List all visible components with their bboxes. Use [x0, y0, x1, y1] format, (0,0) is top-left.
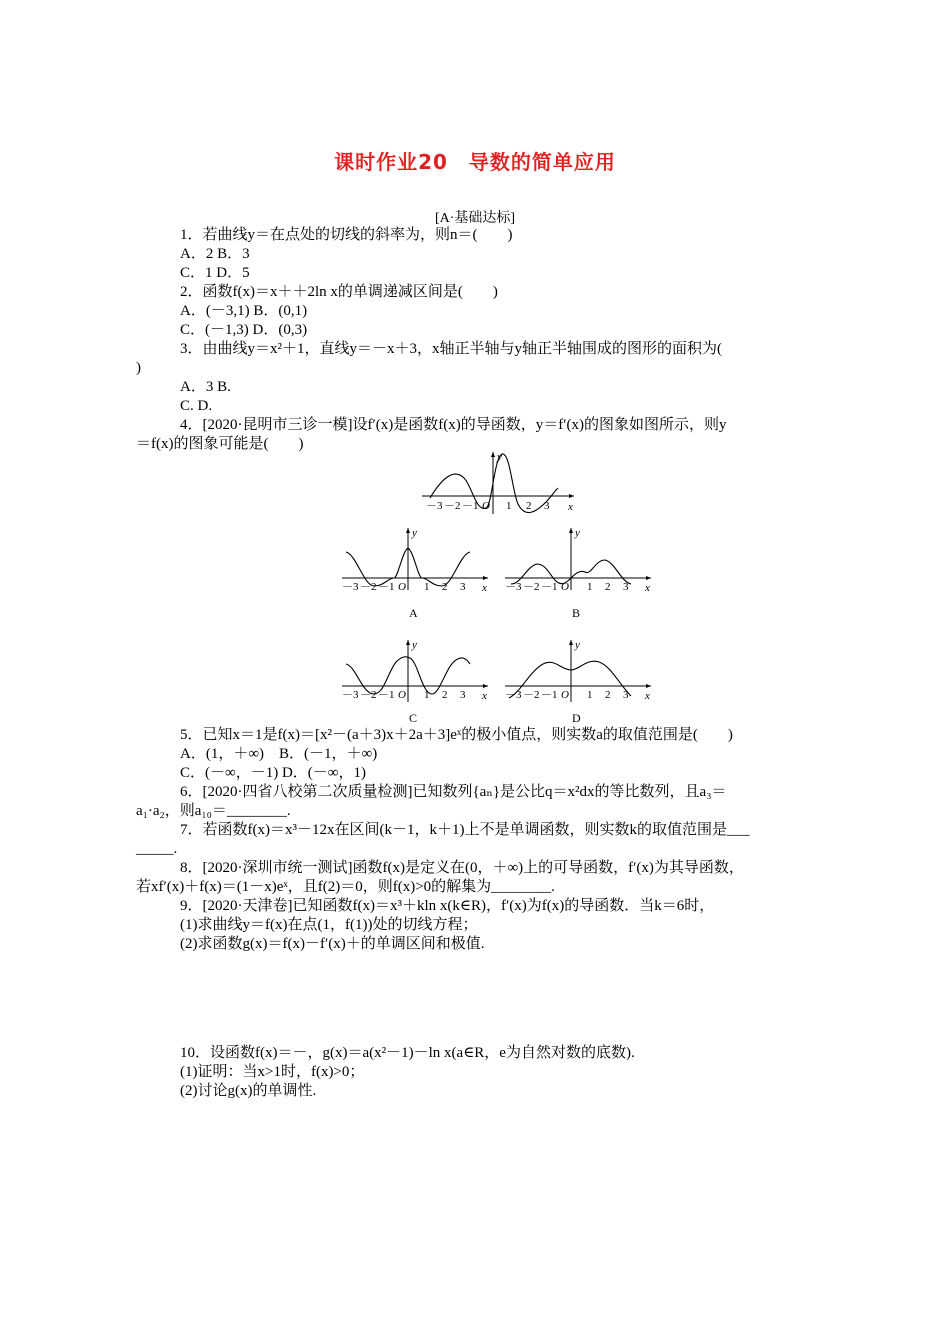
tick-label: 1: [506, 500, 512, 512]
tick-label: 2: [526, 500, 532, 512]
tick-label: －2: [523, 689, 540, 701]
caption-a: A: [409, 606, 418, 620]
question-7-continued: _____.: [136, 841, 178, 857]
tick-label: －1: [541, 689, 558, 701]
question-5-options-ab: A．(1，＋∞) B．(－1，＋∞): [180, 746, 378, 762]
origin-label: O: [398, 581, 406, 593]
question-4-continued: ＝f(x)的图象可能是( ): [136, 436, 304, 452]
axis-y-label: y: [412, 527, 417, 539]
question-1-options-ab: A．2 B．3: [180, 246, 250, 262]
tick-label: －1: [378, 689, 395, 701]
tick-label: 2: [605, 581, 611, 593]
tick-label: －3: [505, 689, 522, 701]
question-1-options-cd: C．1 D．5: [180, 265, 250, 281]
question-10-part-2: (2)讨论g(x)的单调性.: [180, 1083, 317, 1099]
question-6-continued: a₁·a₂，则a₁₀＝________.: [136, 803, 291, 819]
caption-b: B: [572, 606, 581, 620]
option-b-graph: [503, 524, 655, 594]
question-10: 10．设函数f(x)＝－，g(x)＝a(x²－1)－ln x(a∈R，e为自然对数的底数).: [180, 1045, 635, 1061]
caption-d: D: [572, 711, 581, 725]
option-a-graph: [340, 524, 492, 594]
section-heading: [A·基础达标]: [434, 211, 516, 226]
tick-label: 3: [460, 689, 466, 701]
question-4: 4．[2020·昆明市三诊一模]设f′(x)是函数f(x)的导函数，y＝f′(x)的图象如图所示，则y: [180, 417, 727, 433]
question-3-options-ab: A．3 B.: [180, 379, 231, 395]
tick-label: 2: [605, 689, 611, 701]
tick-label: －3: [426, 500, 443, 512]
tick-label: 1: [424, 689, 430, 701]
question-3: 3．由曲线y＝x²＋1，直线y＝－x＋3，x轴正半轴与y轴正半轴围成的图形的面积为(: [180, 341, 722, 357]
tick-label: －2: [360, 689, 377, 701]
tick-label: －3: [342, 581, 359, 593]
tick-label: 3: [623, 581, 629, 593]
origin-label: O: [561, 581, 569, 593]
caption-c: C: [409, 711, 418, 725]
question-2: 2．函数f(x)＝x＋＋2ln x的单调递减区间是( ): [180, 284, 498, 300]
axis-x-label: x: [645, 582, 650, 594]
tick-label: 3: [460, 581, 466, 593]
axis-x-label: x: [568, 501, 573, 513]
question-8-continued: 若xf′(x)＋f(x)＝(1－x)eˣ，且f(2)＝0，则f(x)>0的解集为________.: [136, 879, 555, 895]
question-2-options-cd: C．(－1,3) D．(0,3): [180, 322, 308, 338]
tick-label: 3: [544, 500, 550, 512]
axis-y-label: y: [575, 527, 580, 539]
question-3-options-cd: C. D.: [180, 398, 213, 414]
question-10-part-1: (1)证明：当x>1时，f(x)>0；: [180, 1064, 365, 1080]
question-7: 7．若函数f(x)＝x³－12x在区间(k－1，k＋1)上不是单调函数，则实数k的取值范围是___: [180, 822, 750, 838]
axis-x-label: x: [482, 690, 487, 702]
question-1: 1．若曲线y＝在点处的切线的斜率为，则n＝( ): [180, 227, 513, 243]
origin-label: O: [482, 500, 490, 512]
origin-label: O: [561, 689, 569, 701]
axis-x-label: x: [645, 690, 650, 702]
tick-label: 1: [424, 581, 430, 593]
axis-y-label: y: [412, 639, 417, 651]
derivative-graph: [418, 448, 578, 516]
tick-label: －1: [462, 500, 479, 512]
tick-label: －2: [444, 500, 461, 512]
question-9: 9．[2020·天津卷]已知函数f(x)＝x³＋kln x(k∈R)，f′(x)为f(x)的导函数．当k＝6时，: [180, 898, 715, 914]
axis-y-label: y: [497, 451, 502, 463]
question-9-part-2: (2)求函数g(x)＝f(x)－f′(x)＋的单调区间和极值.: [180, 936, 485, 952]
option-c-graph: [340, 636, 492, 706]
page-title: 课时作业20 导数的简单应用: [334, 150, 616, 174]
origin-label: O: [398, 689, 406, 701]
question-5-options-cd: C．(－∞，－1) D．(－∞，1): [180, 765, 366, 781]
option-d-graph: [503, 636, 655, 706]
question-8: 8．[2020·深圳市统一测试]函数f(x)是定义在(0，＋∞)上的可导函数，f′(x)为其导函数，: [180, 860, 744, 876]
axis-x-label: x: [482, 582, 487, 594]
tick-label: 2: [442, 689, 448, 701]
question-2-options-ab: A．(－3,1) B．(0,1): [180, 303, 308, 319]
tick-label: －2: [523, 581, 540, 593]
axis-y-label: y: [575, 639, 580, 651]
tick-label: －3: [505, 581, 522, 593]
tick-label: 3: [623, 689, 629, 701]
question-3-continued: ): [136, 360, 141, 376]
tick-label: －1: [541, 581, 558, 593]
tick-label: －1: [378, 581, 395, 593]
question-6: 6．[2020·四省八校第二次质量检测]已知数列{aₙ}是公比q＝x²dx的等比数列，且a₃＝: [180, 784, 727, 800]
tick-label: 1: [587, 581, 593, 593]
tick-label: －2: [360, 581, 377, 593]
tick-label: －3: [342, 689, 359, 701]
tick-label: 1: [587, 689, 593, 701]
tick-label: 2: [442, 581, 448, 593]
question-5: 5．已知x＝1是f(x)＝[x²－(a＋3)x＋2a＋3]eˣ的极小值点，则实数a的取值范围是( ): [180, 727, 733, 743]
question-9-part-1: (1)求曲线y＝f(x)在点(1，f(1))处的切线方程；: [180, 917, 478, 933]
